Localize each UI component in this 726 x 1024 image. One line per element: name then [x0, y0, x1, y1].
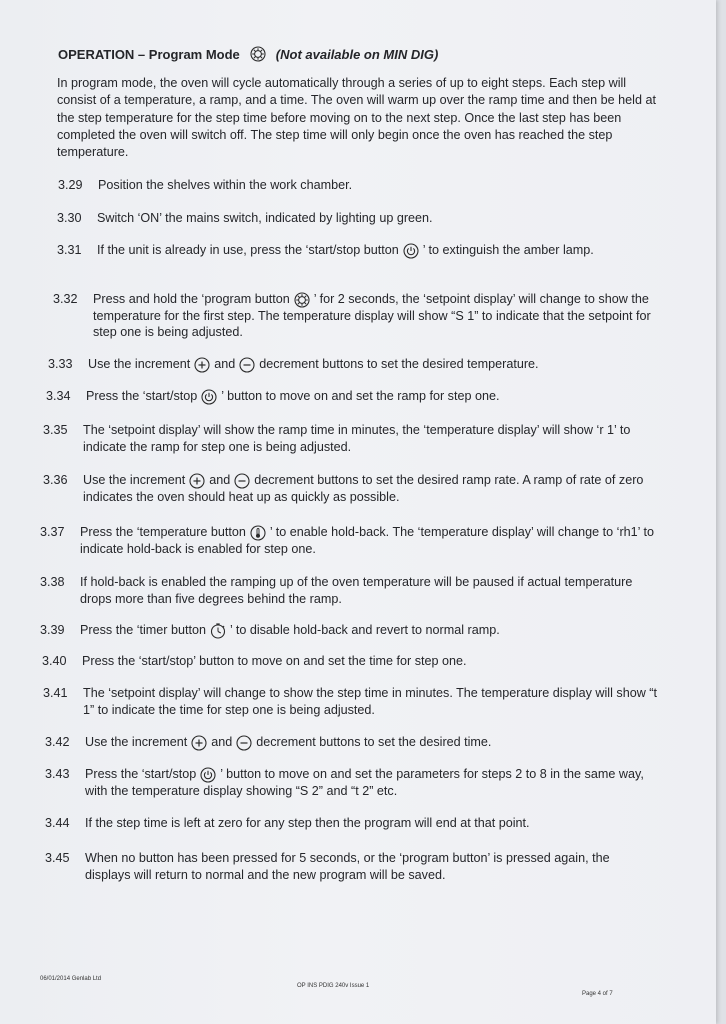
step-text	[80, 524, 665, 557]
step-text-before: Press the ‘start/stop	[86, 389, 198, 403]
step-text-after: ’ to disable hold-back and revert to normal ramp.	[230, 623, 500, 637]
step-number: 3.36	[43, 473, 68, 487]
step-item	[40, 574, 665, 607]
minus-icon	[239, 357, 255, 373]
power-icon	[403, 243, 419, 259]
step-text-after: ’ button to move on and set the parameters for steps 2 to 8 in the same way, with the temperature display showing “S 2” and “t 2” etc.	[85, 767, 644, 798]
step-item	[57, 210, 657, 227]
step-number: 3.42	[45, 735, 70, 749]
step-number: 3.45	[45, 851, 70, 865]
step-text	[93, 291, 658, 341]
program-icon	[294, 292, 310, 308]
step-text-after: decrement buttons to set the desired temperature.	[259, 357, 539, 371]
step-number: 3.39	[40, 623, 65, 637]
step-number: 3.33	[48, 357, 73, 371]
step-text	[86, 388, 656, 405]
step-text-after: decrement buttons to set the desired ramp rate. A ramp of rate of zero indicates the oven should heat up as quickly as possible.	[83, 473, 644, 504]
step-item	[42, 653, 667, 670]
plus-icon	[191, 735, 207, 751]
step-number: 3.32	[53, 292, 78, 306]
step-number: 3.34	[46, 389, 71, 403]
heading-note: (Not available on MIN DIG)	[275, 46, 439, 62]
minus-icon	[236, 735, 252, 751]
step-number: 3.30	[57, 211, 82, 225]
step-number: 3.44	[45, 816, 70, 830]
step-text-after: ’ to extinguish the amber lamp.	[422, 243, 594, 257]
step-item	[53, 291, 658, 341]
step-text: If hold-back is enabled the ramping up of the oven temperature will be paused if actual temperature drops more than five degrees behind the ramp.	[80, 575, 633, 606]
step-item	[45, 815, 660, 832]
step-item	[48, 356, 658, 373]
step-text-before: Press the ‘start/stop	[85, 767, 197, 781]
step-text	[80, 622, 665, 639]
step-text-before: If the unit is already in use, press the ‘start/stop button	[97, 243, 399, 257]
step-text: The ‘setpoint display’ will change to show the step time in minutes. The temperature display will show “t 1” to indicate the time for step one is being adjusted.	[83, 686, 657, 717]
minus-icon	[234, 473, 250, 489]
step-number: 3.31	[57, 243, 82, 257]
step-text-mid: and	[211, 735, 233, 749]
step-text-before: Press the ‘temperature button	[80, 525, 246, 539]
step-text	[85, 734, 665, 751]
step-text-before: Use the increment	[83, 473, 186, 487]
timer-icon	[210, 623, 226, 639]
step-item	[40, 524, 665, 557]
step-text-mid: and	[209, 473, 231, 487]
step-text: If the step time is left at zero for any step then the program will end at that point.	[85, 816, 530, 830]
footer-page-number: Page 4 of 7	[582, 991, 613, 997]
step-text-before: Use the increment	[88, 357, 191, 371]
step-item	[40, 622, 665, 639]
heading-title: OPERATION – Program Mode	[58, 46, 240, 62]
step-item	[43, 685, 668, 718]
program-icon	[250, 46, 266, 62]
step-item	[57, 242, 657, 259]
step-item	[43, 472, 663, 505]
step-text-before: Press the ‘timer button	[80, 623, 206, 637]
step-item	[43, 422, 658, 455]
step-item	[58, 177, 658, 194]
step-item	[45, 766, 660, 799]
thermometer-icon	[250, 525, 266, 541]
plus-icon	[189, 473, 205, 489]
step-number: 3.37	[40, 525, 65, 539]
step-number: 3.35	[43, 423, 68, 437]
step-text-after: ’ button to move on and set the ramp for step one.	[221, 389, 500, 403]
step-text: Switch ‘ON’ the mains switch, indicated by lighting up green.	[97, 211, 433, 225]
step-text-before: Press and hold the ‘program button	[93, 292, 290, 306]
step-number: 3.38	[40, 575, 65, 589]
footer-doc-ref: OP INS PDIG 240v Issue 1	[297, 983, 370, 989]
step-number: 3.43	[45, 767, 70, 781]
step-text-mid: and	[214, 357, 236, 371]
footer-date: 06/01/2014 Genlab Ltd	[40, 976, 102, 982]
step-text-after: ’ to enable hold-back. The ‘temperature display’ will change to ‘rh1’ to indicate hold-back is enabled for step one.	[80, 525, 655, 556]
step-item	[45, 850, 655, 883]
step-number: 3.41	[43, 686, 68, 700]
step-text-after: decrement buttons to set the desired time.	[256, 735, 492, 749]
step-text: The ‘setpoint display’ will show the ramp time in minutes, the ‘temperature display’ will show ‘r 1’ to indicate the ramp for step one is being adjusted.	[83, 423, 631, 454]
step-text	[83, 472, 663, 505]
step-item	[46, 388, 656, 405]
power-icon	[201, 389, 217, 405]
plus-icon	[194, 357, 210, 373]
step-text: Position the shelves within the work chamber.	[98, 178, 353, 192]
step-text	[97, 242, 657, 259]
step-text: Press the ‘start/stop’ button to move on and set the time for step one.	[82, 654, 467, 668]
step-text-after: ’ for 2 seconds, the ‘setpoint display’ will change to show the temperature for the first step. The temperature display will show “S 1” to indicate that the setpoint for step one is being adjusted.	[93, 292, 651, 340]
step-text	[88, 356, 658, 373]
intro-paragraph: In program mode, the oven will cycle automatically through a series of up to eight steps. Each step will consist of a temperature, a ramp, and a time. The oven will warm up over the ramp time and then be held at the step temperature for the step time before moving on to the next step. Once the last step has been completed the oven will switch off. The step time will only begin once the oven has reached the step temperature.	[57, 76, 656, 160]
step-text-before: Use the increment	[85, 735, 188, 749]
step-item	[45, 734, 665, 751]
step-number: 3.40	[42, 654, 67, 668]
section-heading	[58, 46, 438, 62]
step-text	[85, 766, 660, 799]
step-number: 3.29	[58, 178, 83, 192]
step-text: When no button has been pressed for 5 seconds, or the ‘program button’ is pressed again, the displays will return to normal and the new program will be saved.	[85, 851, 610, 882]
power-icon	[200, 767, 216, 783]
